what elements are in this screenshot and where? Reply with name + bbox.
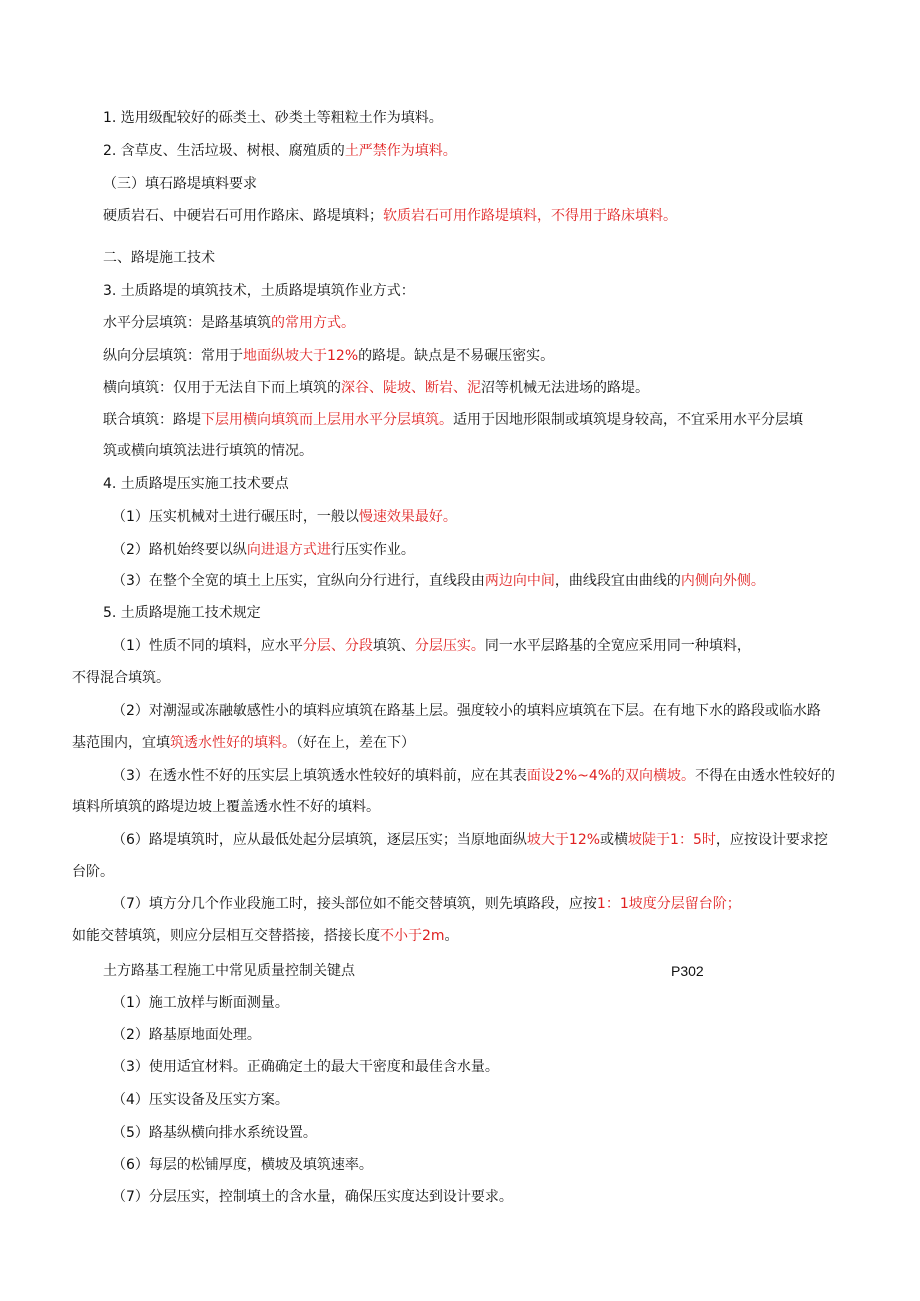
text-run: 不得混合填筑。: [72, 670, 170, 686]
highlight-text: 内侧向外侧。: [680, 573, 765, 589]
qc-item-3: [112, 1057, 499, 1077]
text-run: 同一水平层路基的全宽应采用同一种填料，: [484, 638, 751, 654]
highlight-text: 两边向中间: [484, 573, 555, 589]
text-run: （三）填石路堤填料要求: [103, 176, 257, 192]
text-run: 的路堤。缺点是不易碾压密实。: [358, 348, 555, 364]
text-run: 联合填筑：路堤: [103, 412, 201, 428]
text-run: 5. 土质路堤施工技术规定: [103, 605, 261, 621]
text-run: 沼等机械无法进场的路堤。: [481, 380, 649, 396]
highlight-text: 1：1坡度分层留台阶；: [596, 896, 741, 912]
list-item-4: [103, 474, 289, 494]
text-run: （2）对潮湿或冻融敏感性小的填料应填筑在路基上层。强度较小的填料应填筑在下层。在有地下水的路段或临水路: [112, 703, 821, 719]
text-run: 填料所填筑的路堤边坡上覆盖透水性不好的填料。: [72, 799, 380, 815]
sub-item-4-3: [112, 571, 765, 591]
text-run: 或横: [600, 832, 629, 848]
list-item-1: [103, 108, 443, 128]
list-item-2: [103, 141, 457, 161]
text-run: 土方路基工程施工中常见质量控制关键点: [103, 963, 355, 979]
qc-item-1: [112, 993, 289, 1013]
text-run: 硬质岩石、中硬岩石可用作路床、路堤填料；: [103, 208, 383, 224]
text-run: （1）压实机械对土进行碾压时，一般以: [112, 509, 359, 525]
text-run: （3）使用适宜材料。正确确定土的最大干密度和最佳含水量。: [112, 1059, 499, 1075]
text-run: 水平分层填筑：是路基填筑: [103, 315, 271, 331]
sub-item-5-2-cont: [72, 733, 415, 753]
highlight-text: 不小于2m: [380, 928, 445, 944]
sub-item-5-1-cont: [72, 668, 170, 688]
paragraph-horizontal-fill: [103, 313, 355, 333]
text-run: ，曲线段宜由曲线的: [554, 573, 681, 589]
text-run: 3. 土质路堤的填筑技术，土质路堤填筑作业方式：: [103, 283, 415, 299]
highlight-text: 坡陡于1：5时: [628, 832, 716, 848]
text-run: （7）填方分几个作业段施工时，接头部位如不能交替填筑，则先填路段，应按: [112, 896, 597, 912]
text-run: （3）在整个全宽的填土上压实，宜纵向分行进行，直线段由: [112, 573, 485, 589]
section-heading-quality-control: [103, 961, 803, 981]
text-run: （6）每层的松铺厚度，横坡及填筑速率。: [112, 1157, 373, 1173]
text-run: 。: [444, 928, 459, 944]
sub-item-5-3: [112, 766, 835, 786]
qc-item-5: [112, 1123, 317, 1143]
text-run: 填筑、: [372, 638, 415, 654]
sub-item-5-6-cont: [72, 862, 114, 882]
sub-item-5-6: [112, 830, 828, 850]
highlight-text: 分层、分段: [302, 638, 373, 654]
text-run: 适用于因地形限制或填筑堤身较高，不宜采用水平分层填: [453, 412, 803, 428]
highlight-text: 下层用横向填筑而上层用水平分层填筑。: [201, 412, 453, 428]
text-run: 如能交替填筑，则应分层相互交替搭接，搭接长度: [72, 928, 380, 944]
highlight-text: 软质岩石可用作路堤填料，不得用于路床填料。: [383, 208, 677, 224]
text-run: （好在上，差在下）: [296, 735, 415, 751]
highlight-text: 慢速效果最好。: [358, 509, 457, 525]
text-run: 4. 土质路堤压实施工技术要点: [103, 476, 289, 492]
text-run: 基范围内，宜填: [72, 735, 170, 751]
qc-item-7: [112, 1187, 513, 1207]
list-item-5: [103, 603, 261, 623]
text-run: （7）分层压实，控制填土的含水量，确保压实度达到设计要求。: [112, 1189, 513, 1205]
text-run: ，应按设计要求挖: [715, 832, 828, 848]
text-run: （2）路机始终要以纵: [112, 542, 247, 558]
highlight-text: 地面纵坡大于12%: [243, 348, 359, 364]
paragraph-transverse-fill: [103, 378, 649, 398]
page-reference: P302: [671, 963, 704, 979]
sub-item-5-2: [112, 701, 821, 721]
section-heading-embankment: [103, 248, 215, 268]
highlight-text: 面设2%~4%的双向横坡。: [526, 768, 696, 784]
text-run: （5）路基纵横向排水系统设置。: [112, 1125, 317, 1141]
text-run: 2. 含草皮、生活垃圾、树根、腐殖质的: [103, 143, 345, 159]
paragraph-rock-fill: [103, 206, 677, 226]
text-run: 横向填筑：仅用于无法自下而上填筑的: [103, 380, 341, 396]
sub-item-5-3-cont: [72, 797, 380, 817]
text-run: （2）路基原地面处理。: [112, 1027, 261, 1043]
highlight-text: 深谷、陡坡、断岩、泥: [341, 380, 481, 396]
text-run: 1. 选用级配较好的砾类土、砂类土等粗粒土作为填料。: [103, 110, 443, 126]
text-run: 纵向分层填筑：常用于: [103, 348, 243, 364]
highlight-text: 土严禁作为填料。: [344, 143, 457, 159]
qc-item-6: [112, 1155, 373, 1175]
text-run: 台阶。: [72, 864, 114, 880]
highlight-text: 筑透水性好的填料。: [170, 735, 296, 751]
qc-item-2: [112, 1025, 261, 1045]
list-item-3: [103, 281, 415, 301]
highlight-text: 向进退方式进: [246, 542, 331, 558]
sub-item-5-7-cont: [72, 926, 459, 946]
highlight-text: 分层压实。: [414, 638, 485, 654]
text-run: （1）施工放样与断面测量。: [112, 995, 289, 1011]
text-run: 二、路堤施工技术: [103, 250, 215, 266]
text-run: 不得在由透水性较好的: [695, 768, 836, 784]
section-heading-fill-stone: [103, 174, 257, 194]
text-run: （1）性质不同的填料，应水平: [112, 638, 303, 654]
highlight-text: 的常用方式。: [271, 315, 355, 331]
text-run: 筑或横向填筑法进行填筑的情况。: [103, 443, 313, 459]
highlight-text: 坡大于12%: [526, 832, 601, 848]
paragraph-longitudinal-fill: [103, 346, 554, 366]
text-run: （3）在透水性不好的压实层上填筑透水性较好的填料前，应在其表: [112, 768, 527, 784]
text-run: （4）压实设备及压实方案。: [112, 1092, 289, 1108]
qc-item-4: [112, 1090, 289, 1110]
sub-item-5-1: [112, 636, 751, 656]
paragraph-combined-fill-cont: [103, 441, 313, 461]
sub-item-4-2: [112, 540, 415, 560]
sub-item-4-1: [112, 507, 457, 527]
paragraph-combined-fill: [103, 410, 803, 430]
text-run: （6）路堤填筑时，应从最低处起分层填筑，逐层压实；当原地面纵: [112, 832, 527, 848]
text-run: 行压实作业。: [330, 542, 415, 558]
sub-item-5-7: [112, 894, 741, 914]
